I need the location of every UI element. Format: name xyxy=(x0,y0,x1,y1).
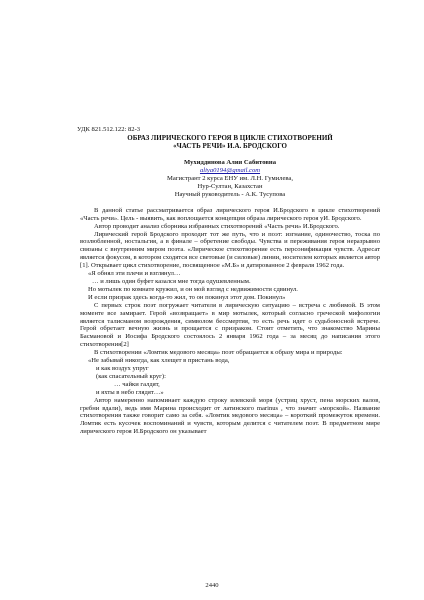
verse-line: Но мотылек по комнате кружил, и он мой взгляд с недвижимости сдвинул. xyxy=(88,285,298,293)
article-page xyxy=(77,126,380,436)
verse-line: и как воздух упруг xyxy=(96,364,149,372)
verse-line: … чайки галдят, xyxy=(114,380,160,388)
verse-line: «Я обнял эти плечи и взглянул… xyxy=(88,270,181,278)
title-line-1: ОБРАЗ ЛИРИЧЕСКОГО ГЕРОЯ В ЦИКЛЕ СТИХОТВОРЕНИЙ xyxy=(127,133,333,142)
verse-line: «Не забывай никогда, как хлещет в пристань вода, xyxy=(88,357,230,365)
author-name: Мухиддинова Алия Сабитовна xyxy=(183,159,276,167)
paragraph-5: В стихотворении «Ломтик медового месяца» поэт обращается к образу мира и природы: xyxy=(94,349,343,357)
page-number: 2440 xyxy=(205,582,219,589)
author-supervisor: Научный руководитель - А.К. Тусупова xyxy=(174,190,286,198)
verse-line: … и лишь один буфет казался мне тогда одушевленным. xyxy=(92,278,251,285)
verse-line: (как спасательный круг): xyxy=(96,372,166,380)
verse-line: и яхты в небо глядят…» xyxy=(96,388,164,396)
author-email-link[interactable]: aliya0194@gmail.com xyxy=(199,167,261,175)
paragraph-3: Лирический герой Бродского проходит тот же путь, что и поэт: изгнание, одиночество, тоска по возлюбленной, ностальгия, а в финале – обретение свободы. Чувства и переживания героя неразрывно связаны с внутренним миром поэта. «Лирическое стихотворение есть персонификация чувств. Адресат является фокусом, в котором сходятся все световые (и силовые) линии, носителем которых является автор [1]. Открывает цикл стихотворение, посвященное «М.Б» и датированное 2 февраля 1962 года. xyxy=(80,230,380,270)
author-block xyxy=(80,159,380,199)
article-title xyxy=(80,134,380,150)
author-city: Нур-Султан, Казахстан xyxy=(197,183,263,191)
udk-code: УДК 821.512.122: 82-3 xyxy=(77,126,141,133)
verse-quote-2 xyxy=(88,357,380,397)
paragraph-4: С первых строк поэт погружает читателя в лирическую ситуацию – встреча с любимой. В этом моменте все замирает. Герой «возвращает» в мир мотылек, который согласно греческой мифологии является талисманом возрождения, символом бессмертия, то есть речь идет о судьбоносной встрече. Герой обретает вечную жизнь и прощается с призраком. Стоит отметить, что знакомство Марины Басмановой и Иосифа Бродского состоялось 2 января 1962 года – за месяц до написания этого стихотворения[2] xyxy=(80,301,380,349)
title-line-2: «ЧАСТЬ РЕЧИ» И.А. БРОДСКОГО xyxy=(173,142,287,151)
verse-line: И если призрак здесь когда-то жил, то он покинул этот дом. Покинул» xyxy=(88,293,286,301)
paragraph-2: Автор проводит анализ сборника избранных стихотворений «Часть речи» И.Бродского. xyxy=(94,222,340,230)
paragraph-6: Автор намеренно напоминает каждую строку илевской моря (устриц хруст, пена морских валов, гребни вдали), ведь имя Марина происходит от латинского marinus , что значит «морской». Название стихотворения также говорит само за себя. «Ломтик медового месяца» – короткий промежуток времени. Ломтик есть кусочек воспоминаний и чувств, которым делится с читателем поэт. В предметном мире лирического героя И.Бродского он указывает xyxy=(80,396,380,436)
paragraph-1: В данной статье рассматривается образ лирического героя И.Бродского в цикле стихотворений «Часть речи». Цель - выявить, как воплощается концепция образа лирического героя уИ. Бродского. xyxy=(80,206,380,222)
author-position: Магистрант 2 курса ЕНУ им. Л.Н. Гумилева, xyxy=(167,175,293,183)
verse-quote-1 xyxy=(88,270,380,302)
